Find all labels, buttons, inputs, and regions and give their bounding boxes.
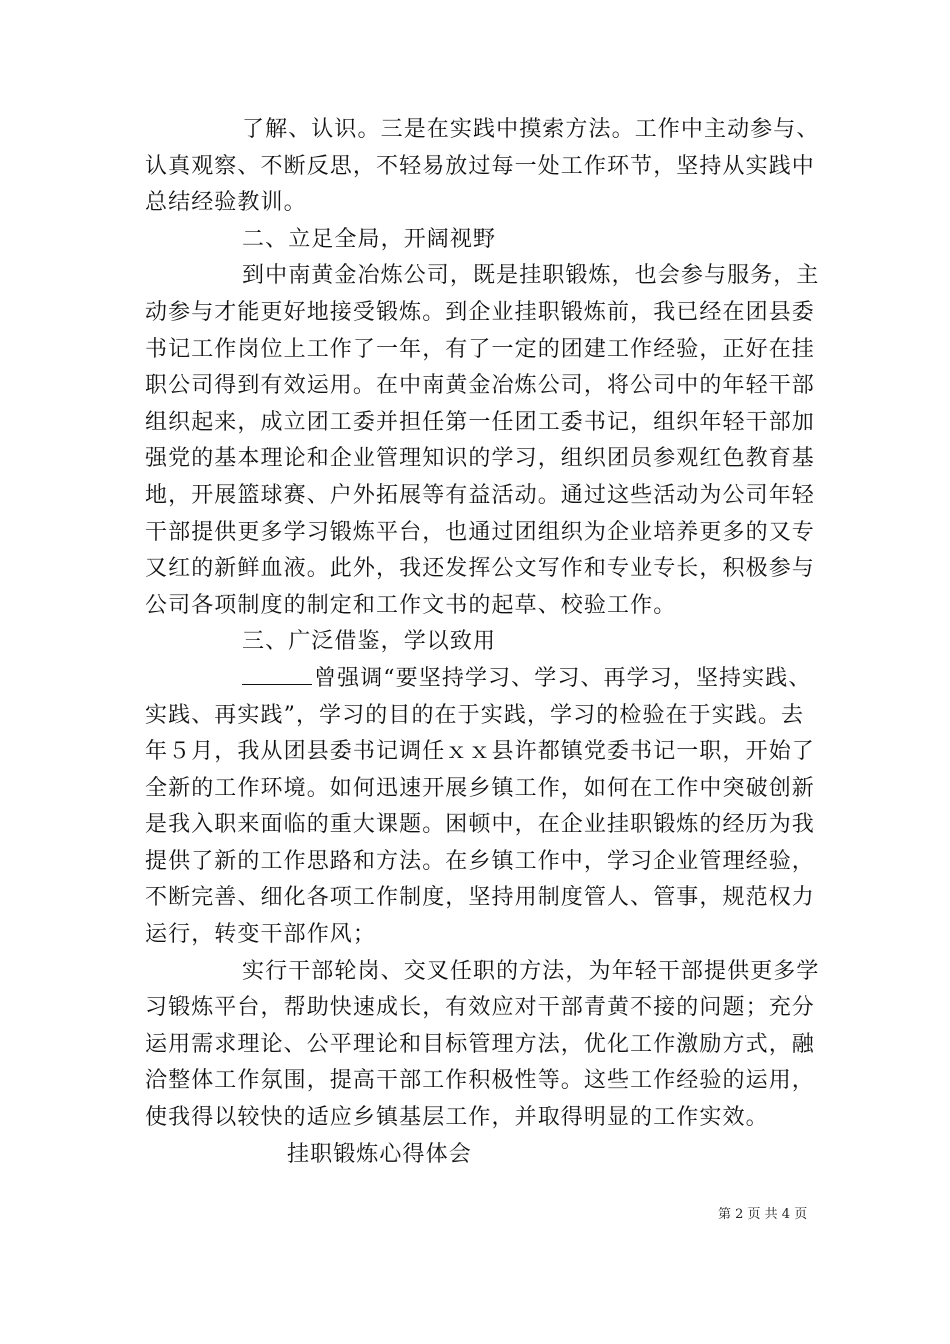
closing-title: 挂职锻炼心得体会 [287,1141,472,1167]
paragraph-line: 到中南黄金冶炼公司，既是挂职锻炼，也会参与服务，主 [242,263,820,289]
paragraph-line: 年５月，我从团县委书记调任ｘｘ县许都镇党委书记一职，开始了 [145,739,815,765]
paragraph-line: 干部提供更多学习锻炼平台，也通过团组织为企业培养更多的又专 [145,519,815,545]
paragraph-line: 实践、再实践”，学习的目的在于实践，学习的检验在于实践。去 [145,702,805,728]
paragraph-line: 组织起来，成立团工委并担任第一任团工委书记，组织年轻干部加 [145,409,815,435]
paragraph-line: 习锻炼平台，帮助快速成长，有效应对干部青黄不接的问题；充分 [145,995,815,1021]
paragraph-line: 不断完善、细化各项工作制度，坚持用制度管人、管事，规范权力 [145,885,815,911]
paragraph-line-text: 曾强调“要坚持学习、学习、再学习，坚持实践、 [314,665,812,691]
paragraph-line: 公司各项制度的制定和工作文书的起草、校验工作。 [145,592,677,618]
paragraph-line: 全新的工作环境。如何迅速开展乡镇工作，如何在工作中突破创新 [145,775,815,801]
paragraph-line: 使我得以较快的适应乡镇基层工作，并取得明显的工作实效。 [145,1105,769,1131]
document-body [145,112,820,1173]
paragraph-line: 又红的新鲜血液。此外，我还发挥公文写作和专业专长，积极参与 [145,556,815,582]
paragraph-line: 强党的基本理论和企业管理知识的学习，组织团员参观红色教育基 [145,446,815,472]
blank-underline [242,666,312,685]
paragraph-line: 职公司得到有效运用。在中南黄金冶炼公司，将公司中的年轻干部 [145,373,815,399]
paragraph-line [145,661,810,698]
paragraph-line: 运用需求理论、公平理论和目标管理方法，优化工作激励方式，融 [145,1031,815,1057]
page-number: 第 2 页 共 4 页 [718,1207,808,1222]
paragraph-line: 总结经验教训。 [145,190,307,216]
section-heading: 二、立足全局，开阔视野 [242,226,497,252]
paragraph-line: 运行，转变干部作风； [145,922,377,948]
paragraph-line: 实行干部轮岗、交叉任职的方法，为年轻干部提供更多学 [242,958,820,984]
section-heading: 三、广泛借鉴，学以致用 [242,629,497,655]
paragraph-line: 了解、认识。三是在实践中摸索方法。工作中主动参与、 [242,117,820,142]
paragraph-line: 地，开展篮球赛、户外拓展等有益活动。通过这些活动为公司年轻 [145,482,815,508]
paragraph-line: 洽整体工作氛围，提高干部工作积极性等。这些工作经验的运用， [145,1068,815,1094]
paragraph-line: 动参与才能更好地接受锻炼。到企业挂职锻炼前，我已经在团县委 [145,299,815,325]
paragraph-line: 是我入职来面临的重大课题。困顿中，在企业挂职锻炼的经历为我 [145,812,815,838]
paragraph-line: 提供了新的工作思路和方法。在乡镇工作中，学习企业管理经验， [145,848,815,874]
paragraph-line: 书记工作岗位上工作了一年，有了一定的团建工作经验，正好在挂 [145,336,815,362]
paragraph-line: 认真观察、不断反思，不轻易放过每一处工作环节，坚持从实践中 [145,153,815,179]
